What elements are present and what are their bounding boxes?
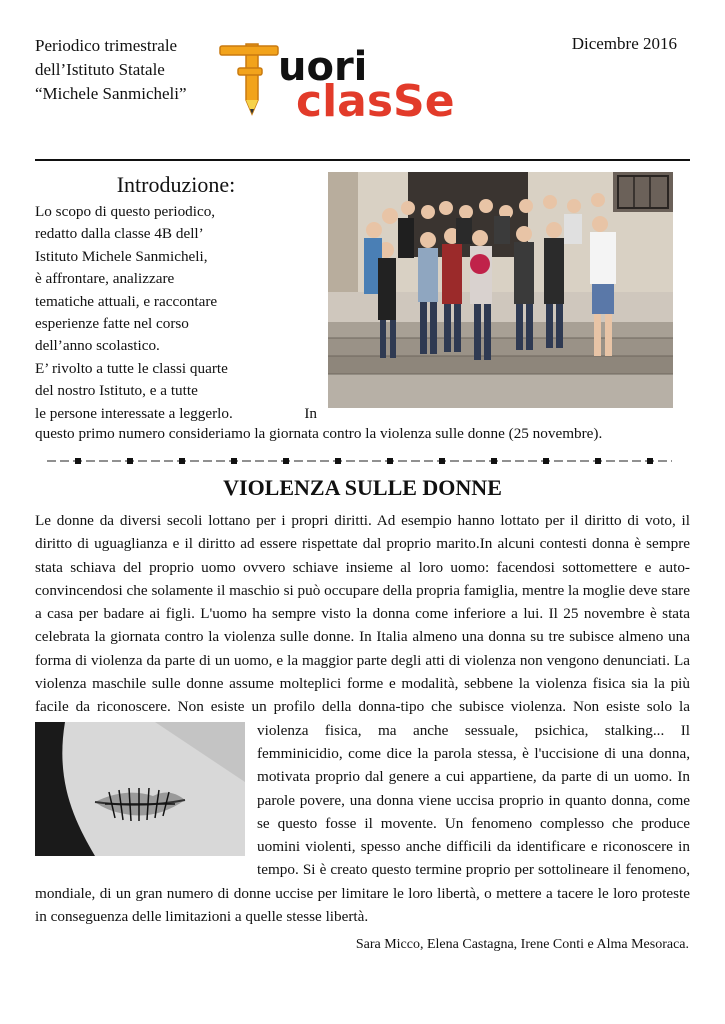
intro-line [35, 403, 317, 425]
section-divider [47, 456, 672, 466]
logo-word-classe: clasSe [296, 76, 455, 120]
intro-line: tematiche attuali, e raccontare [35, 292, 218, 310]
publication-line: “Michele Sanmicheli” [35, 84, 187, 103]
article-paragraph-2: solo la violenza fisica, ma anche sessuale, psichica, stalking... Il femminicidio, come dice la parola stessa, è l'uccisione di una donna, motivata proprio dal genere a cui appartiene, da parte di un uomo. In parole povere, una donna viene uccisa proprio in quanto donna, come se questo fosse il movente. Un fenomeno complesso che produce uomini violenti, spesso anche difficili da identificare e riconoscere in tempo. Si è creato questo termine proprio per sottolineare il fenomeno, mondiale, di un gran numero di donne uccise per limitare le loro libertà, o mettere a tacere le loro proteste in conseguenza delle limitazioni a quelle stesse libertà. [35, 698, 691, 926]
intro-line: Lo scopo di questo periodico, [35, 203, 216, 220]
intro-last-right: In [304, 404, 317, 422]
intro-continuation: questo primo numero consideriamo la giornata contro la violenza sulle donne (25 novembre). [35, 425, 603, 442]
article-byline: Sara Micco, Elena Castagna, Irene Conti e Alma Mesoraca. [355, 937, 689, 952]
publication-line: Periodico trimestrale [35, 36, 178, 55]
intro-line: Istituto Michele Sanmicheli, [35, 247, 208, 265]
intro-line: del nostro Istituto, e a tutte [35, 382, 198, 400]
article-paragraph-1: Le donne da diversi secoli lottano per i propri diritti. Ad esempio hanno lottato per il diritto di voto, il diritto di uguaglianza e il diritto ad essere rispettate dal proprio marito.In alcuni contesti donna è sempre stata schiava del proprio uomo ovvero schiave insieme al loro uomo: facendosi sottomettere e auto-convincendosi che solamente il maschio si può occupare della propria famiglia, mentre la moglie deve stare a casa per badare ai figli. L'uomo ha sempre visto la donna come inferiore a lui. Il 25 novembre è stata celebrata la giornata contro la violenza sulle donne. In Italia almeno una donna su tre subisce almeno una forma di violenza da parte di un uomo, e la maggior parte degli atti di violenza non vengono denunciati. La violenza maschile sulle donne assume molteplici forme e modalità, sebbene la violenza fisica sia la più facile da riconoscere. Non esiste un profilo della donna-tipo che subisce violenza. Non esiste [35, 512, 690, 716]
logo-word-uori: uori [278, 44, 368, 90]
publication-line: dell’Istituto Statale [35, 60, 165, 79]
class-photo [328, 172, 673, 408]
intro-title: Introduzione: [116, 172, 236, 197]
issue-date: Dicembre 2016 [571, 34, 677, 53]
article-title: VIOLENZA SULLE DONNE [223, 475, 502, 500]
intro-line: esperienze fatte nel corso [35, 315, 189, 333]
fuori-classe-logo [214, 40, 554, 120]
intro-line: E’ rivolto a tutte le classi quarte [35, 359, 228, 377]
intro-line: dell’anno scolastico. [35, 337, 160, 355]
publication-info [35, 34, 187, 106]
intro-line: redatto dalla classe 4B dell’ [35, 225, 204, 243]
pencil-icon [220, 44, 278, 114]
header-rule [35, 159, 690, 161]
article-body [35, 509, 690, 928]
stitched-lips-image [35, 722, 245, 856]
intro-last-left: le persone interessate a leggerlo. [35, 404, 233, 422]
intro-line: è affrontare, analizzare [35, 270, 175, 288]
intro-text [35, 201, 317, 425]
